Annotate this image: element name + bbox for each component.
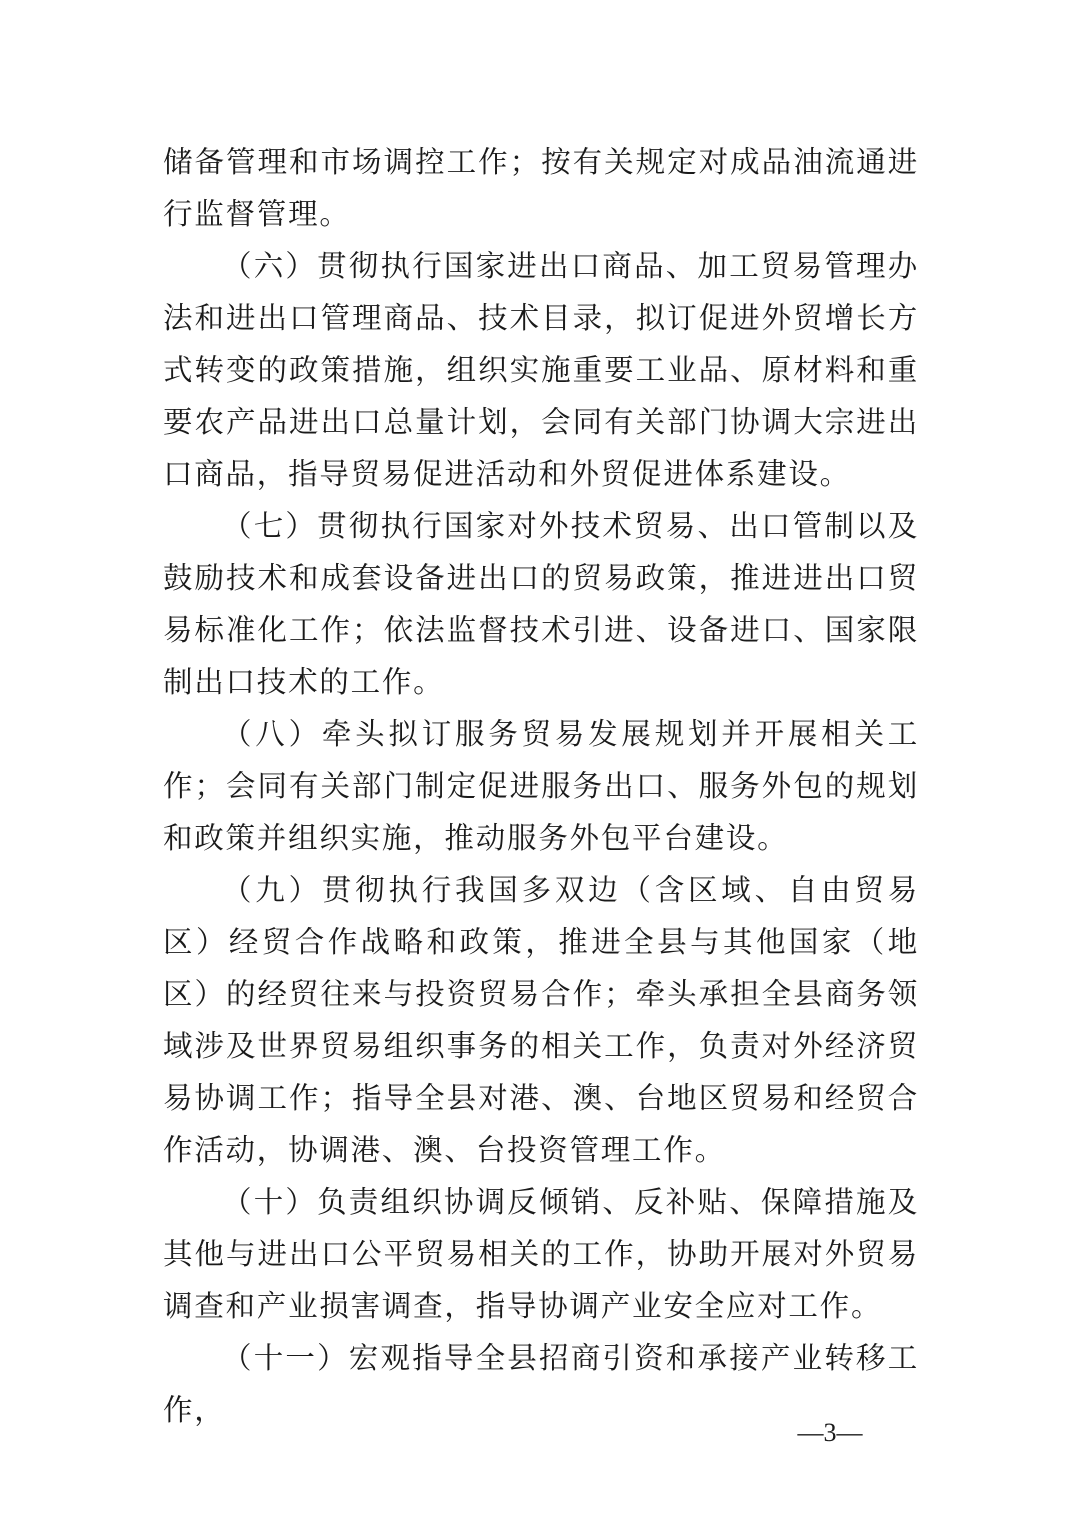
page-number: —3—	[797, 1418, 863, 1447]
paragraph-item-11: （十一）宏观指导全县招商引资和承接产业转移工作，	[163, 1341, 919, 1427]
paragraph-item-8: （八）牵头拟订服务贸易发展规划并开展相关工作；会同有关部门制定促进服务出口、服务外包的规划和政策并组织实施，推动服务外包平台建设。	[163, 717, 919, 855]
paragraph-continuation: 储备管理和市场调控工作；按有关规定对成品油流通进行监督管理。	[163, 145, 919, 231]
paragraph-item-10: （十）负责组织协调反倾销、反补贴、保障措施及其他与进出口公平贸易相关的工作，协助开展对外贸易调查和产业损害调查，指导协调产业安全应对工作。	[163, 1185, 919, 1323]
paragraph-item-6: （六）贯彻执行国家进出口商品、加工贸易管理办法和进出口管理商品、技术目录，拟订促进外贸增长方式转变的政策措施，组织实施重要工业品、原材料和重要农产品进出口总量计划，会同有关部门协调大宗进出口商品，指导贸易促进活动和外贸促进体系建设。	[163, 249, 919, 491]
paragraph-item-7: （七）贯彻执行国家对外技术贸易、出口管制以及鼓励技术和成套设备进出口的贸易政策，推进进出口贸易标准化工作；依法监督技术引进、设备进口、国家限制出口技术的工作。	[163, 509, 919, 699]
paragraph-item-9: （九）贯彻执行我国多双边（含区域、自由贸易区）经贸合作战略和政策，推进全县与其他国家（地区）的经贸往来与投资贸易合作；牵头承担全县商务领域涉及世界贸易组织事务的相关工作，负责对外经济贸易协调工作；指导全县对港、澳、台地区贸易和经贸合作活动，协调港、澳、台投资管理工作。	[163, 873, 919, 1167]
document-body	[163, 136, 919, 1436]
